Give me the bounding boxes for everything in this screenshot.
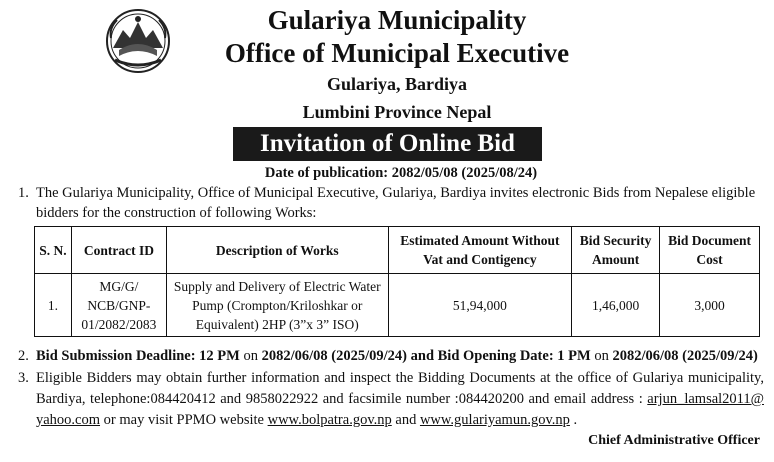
ppmo-website-link[interactable]: www.bolpatra.gov.np [267, 412, 392, 428]
para3-and: and [391, 412, 420, 428]
office-title: Office of Municipal Executive [224, 38, 570, 68]
para1-number: 1. [18, 185, 29, 201]
email-link[interactable]: arjun_lamsal2011@ yahoo.com [36, 391, 764, 428]
signature-title: Chief Administrative Officer [588, 433, 760, 448]
cell-contract-id: MG/G/ NCB/GNP-01/2082/2083 [71, 274, 166, 337]
table-row [35, 274, 760, 337]
para3-intro: Eligible Bidders may obtain further information and inspect the Bidding Documents at the office of Gulariya municipality, Bardiya, telephone:084420412 and 9858022922 and facsimile number :084420200 and email address : [36, 370, 764, 407]
opening-date: 2082/06/08 (2025/09/24) [612, 348, 758, 364]
cell-sn: 1. [35, 274, 72, 337]
publication-date: Date of publication: 2082/05/08 (2025/08/24) [264, 165, 538, 181]
cell-security: 1,46,000 [572, 274, 660, 337]
para3-text [36, 368, 764, 431]
address-line-2: Lumbini Province Nepal [302, 102, 492, 122]
address-line-1: Gulariya, Bardiya [326, 74, 467, 94]
on-text-2: on [590, 348, 613, 364]
col-header-security: Bid Security Amount [572, 227, 660, 274]
table-header-row [35, 227, 760, 274]
para1-text: The Gulariya Municipality, Office of Municipal Executive, Gulariya, Bardiya invites electronic Bids from Nepalese eligible bidders for the construction of following Works: [36, 185, 756, 221]
cell-description: Supply and Delivery of Electric Water Pump (Crompton/Kriloshkar or Equivalent) 2HP (3”x 3” ISO) [166, 274, 388, 337]
on-text-1: on [239, 348, 262, 364]
para3-mid: or may visit PPMO website [100, 412, 268, 428]
col-header-doc-cost: Bid Document Cost [660, 227, 760, 274]
para2-text [36, 346, 774, 366]
col-header-sn: S. N. [35, 227, 72, 274]
bid-table [34, 226, 760, 337]
para2-number: 2. [18, 348, 29, 364]
cell-estimate: 51,94,000 [388, 274, 572, 337]
cell-doc-cost: 3,000 [660, 274, 760, 337]
opening-label: and Bid Opening Date: 1 PM [407, 348, 591, 364]
deadline-date: 2082/06/08 (2025/09/24) [261, 348, 407, 364]
deadline-label: Bid Submission Deadline: 12 PM [36, 348, 240, 364]
municipality-website-link[interactable]: www.gulariyamun.gov.np [419, 412, 570, 428]
notice-banner: Invitation of Online Bid [233, 127, 542, 161]
col-header-description: Description of Works [166, 227, 388, 274]
municipality-title: Gulariya Municipality [267, 5, 527, 35]
col-header-estimate: Estimated Amount Without Vat and Contigency [388, 227, 572, 274]
para3-end: . [569, 412, 578, 428]
para3-number: 3. [18, 370, 29, 386]
col-header-contract-id: Contract ID [71, 227, 166, 274]
